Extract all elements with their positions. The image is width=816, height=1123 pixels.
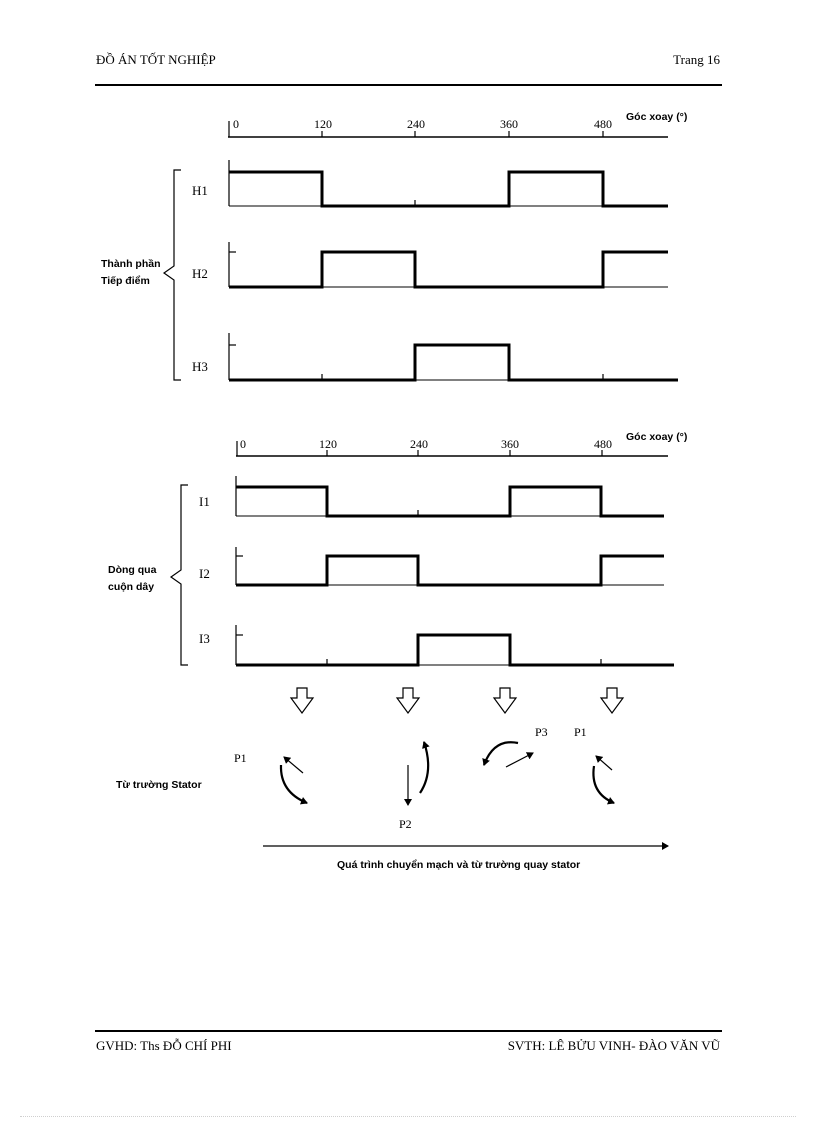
- waveform-i2: [199, 547, 664, 585]
- header-title: ĐỒ ÁN TỐT NGHIỆP: [96, 52, 216, 67]
- tick-label: 480: [594, 437, 612, 451]
- tick-label: 120: [319, 437, 337, 451]
- axis-top: [228, 111, 687, 137]
- group-label: Dòng qua: [108, 564, 157, 576]
- row-label-i2: I2: [199, 566, 210, 581]
- footer-rule: [95, 1030, 722, 1032]
- waveform-h2: [192, 242, 668, 287]
- group-label: Thành phần: [101, 258, 161, 270]
- waveform-i1: [199, 476, 664, 516]
- brace-contacts: [101, 170, 181, 380]
- tick-label: 360: [500, 117, 518, 131]
- row-label-h1: H1: [192, 183, 208, 198]
- page-number: Trang 16: [673, 52, 720, 67]
- axis-label: Góc xoay (°): [626, 431, 688, 443]
- group-label: Tiếp điểm: [101, 275, 150, 287]
- footer-advisor: GVHD: Ths ĐỖ CHÍ PHI: [96, 1038, 232, 1053]
- axis-label: Góc xoay (°): [626, 111, 688, 123]
- down-arrow-icon: [601, 688, 623, 713]
- axis-bottom: [236, 431, 687, 456]
- footer-students: SVTH: LÊ BỬU VINH- ĐÀO VĂN VŨ: [507, 1038, 720, 1053]
- tick-label: 480: [594, 117, 612, 131]
- row-label-i1: I1: [199, 494, 210, 509]
- tick-label: 240: [407, 117, 425, 131]
- field-step-1: [234, 751, 307, 803]
- waveform-h3: [192, 333, 678, 380]
- row-label-h2: H2: [192, 266, 208, 281]
- tick-label: 120: [314, 117, 332, 131]
- pole-label: P1: [234, 751, 247, 765]
- group-label: cuộn dây: [108, 581, 155, 593]
- waveform-h1: [192, 160, 668, 206]
- down-arrow-icon: [494, 688, 516, 713]
- field-step-4: [574, 725, 614, 803]
- process-arrow: [263, 846, 668, 871]
- down-arrow-icon: [397, 688, 419, 713]
- tick-label: 0: [233, 117, 239, 131]
- down-arrows: [291, 688, 623, 713]
- brace-currents: [108, 485, 188, 665]
- field-label: Từ trường Stator: [116, 779, 202, 791]
- waveform-i3: [199, 625, 674, 665]
- pole-label: P3: [535, 725, 548, 739]
- page-edge: [20, 1116, 796, 1117]
- row-label-i3: I3: [199, 631, 210, 646]
- down-arrow-icon: [291, 688, 313, 713]
- figure-caption: Quá trình chuyển mạch và từ trường quay stator: [337, 859, 581, 871]
- tick-label: 240: [410, 437, 428, 451]
- field-step-2: [399, 742, 428, 831]
- row-label-h3: H3: [192, 359, 208, 374]
- pole-label: P2: [399, 817, 412, 831]
- tick-label: 0: [240, 437, 246, 451]
- tick-label: 360: [501, 437, 519, 451]
- pole-label: P1: [574, 725, 587, 739]
- field-step-3: [484, 725, 548, 767]
